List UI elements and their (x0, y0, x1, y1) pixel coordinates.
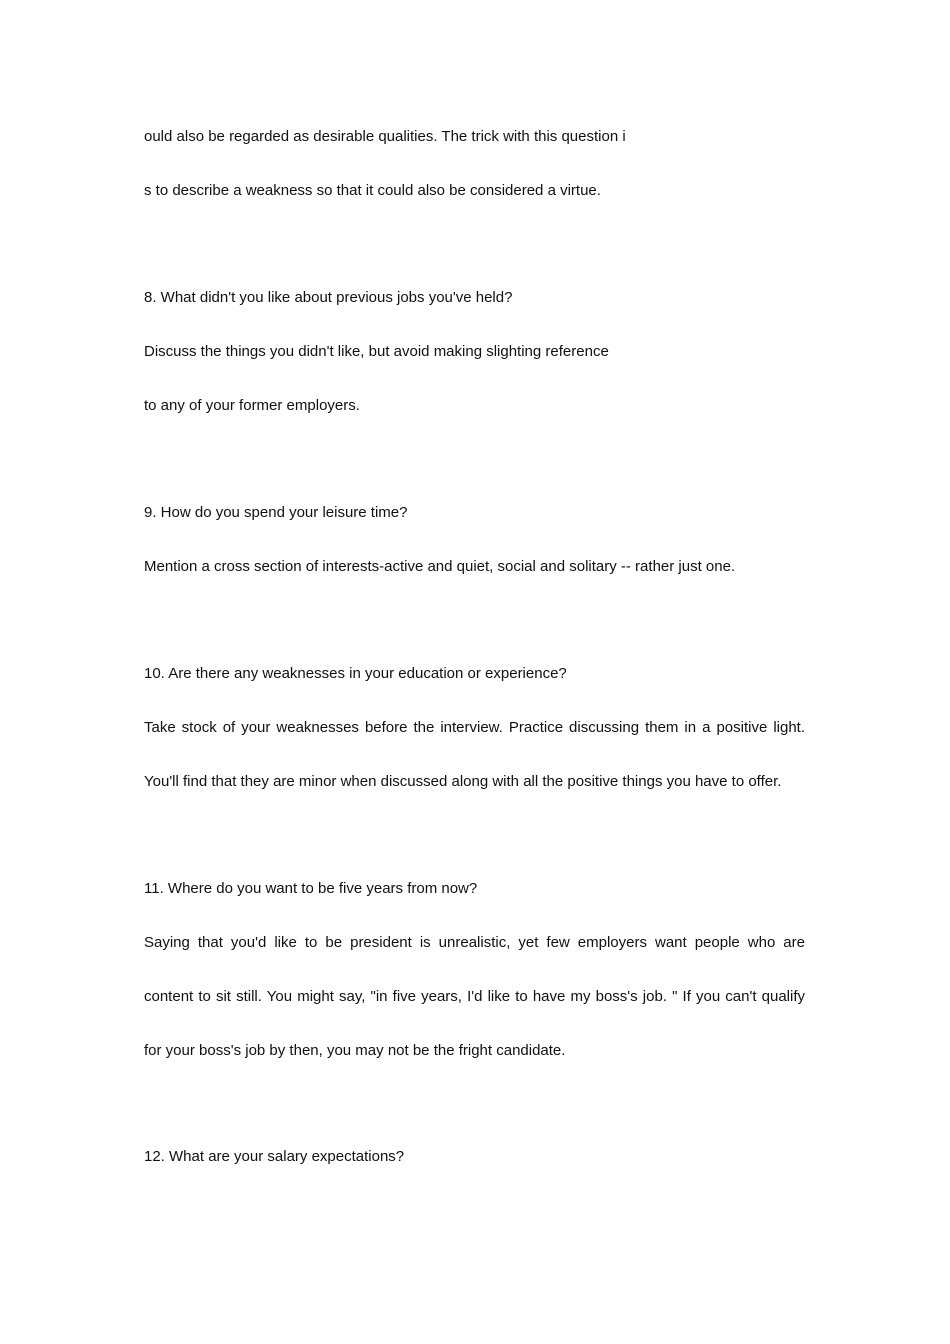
text-line: content to sit still. You might say, "in five years, I'd like to have my boss's job. " If you can't qualify (144, 988, 805, 1005)
text-line: You'll find that they are minor when discussed along with all the positive things you have to offer. (144, 773, 782, 790)
text-line: for your boss's job by then, you may not be the fright candidate. (144, 1042, 566, 1059)
text-line: Discuss the things you didn't like, but avoid making slighting reference (144, 343, 609, 360)
question-heading: 10. Are there any weaknesses in your education or experience? (144, 665, 567, 682)
question-heading: 9. How do you spend your leisure time? (144, 504, 408, 521)
text-line: to any of your former employers. (144, 397, 360, 414)
question-heading: 8. What didn't you like about previous jobs you've held? (144, 289, 513, 306)
text-line: ould also be regarded as desirable qualities. The trick with this question i (144, 128, 626, 145)
text-line: Saying that you'd like to be president is unrealistic, yet few employers want people who are (144, 934, 805, 951)
question-heading: 12. What are your salary expectations? (144, 1148, 405, 1165)
text-line: s to describe a weakness so that it could also be considered a virtue. (144, 182, 601, 199)
question-heading: 11. Where do you want to be five years from now? (144, 880, 478, 897)
text-line: Mention a cross section of interests-active and quiet, social and solitary -- rather just one. (144, 558, 736, 575)
text-line: Take stock of your weaknesses before the interview. Practice discussing them in a positive light. (144, 719, 805, 736)
